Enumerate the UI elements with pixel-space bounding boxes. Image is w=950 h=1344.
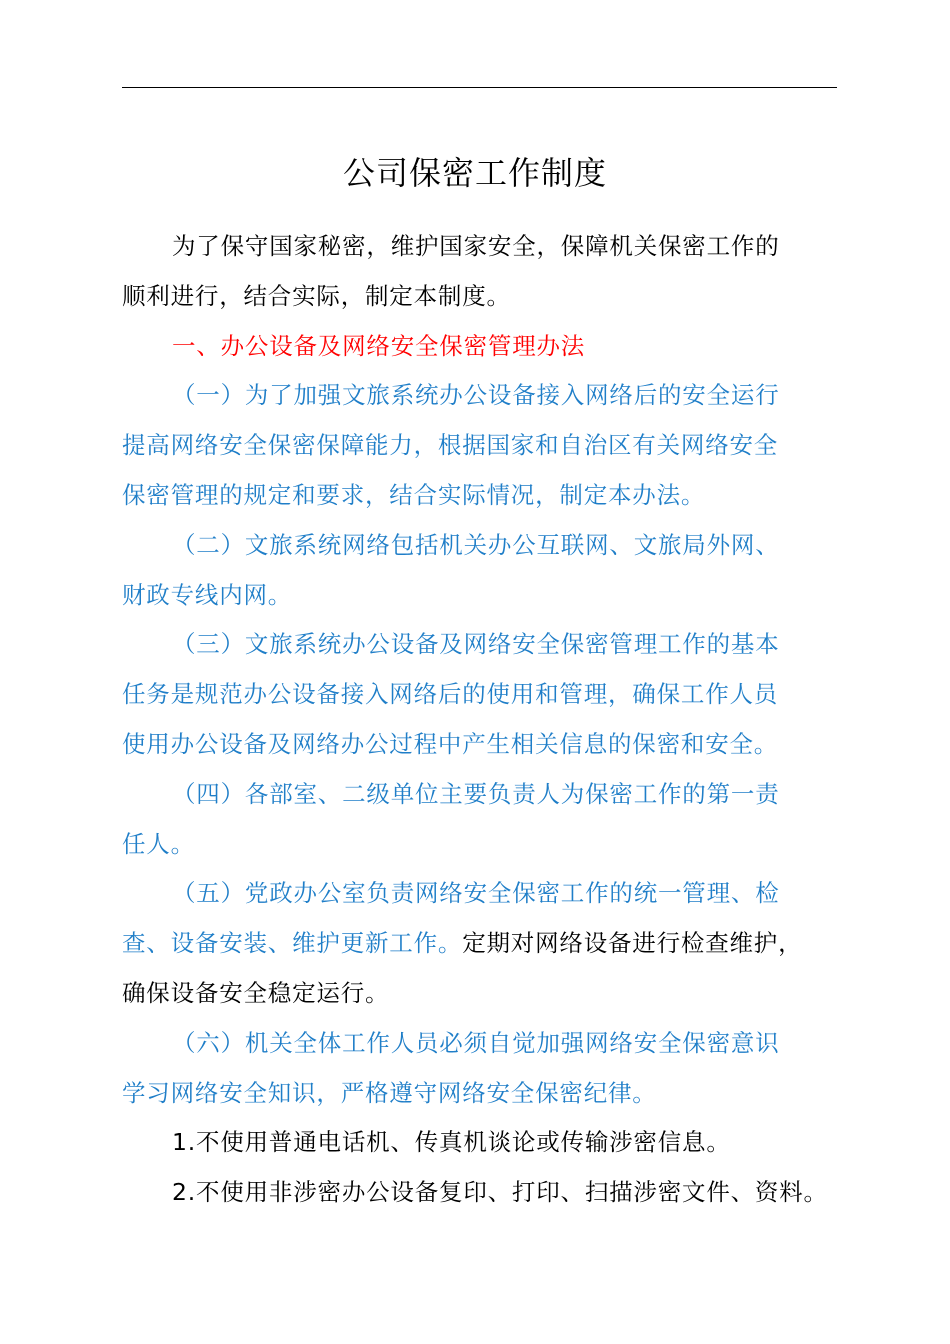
item-4-line-2: 任人。 <box>122 829 195 858</box>
item-2-line-2: 财政专线内网。 <box>122 580 293 609</box>
item-6-line-2: 学习网络安全知识，严格遵守网络安全保密纪律。 <box>122 1078 657 1107</box>
document-title: 公司保密工作制度 <box>342 154 607 192</box>
item-2-line-1: （二）文旅系统网络包括机关办公互联网、文旅局外网、 <box>172 530 780 559</box>
item-4-line-1: （四）各部室、二级单位主要负责人为保密工作的第一责 <box>172 779 780 808</box>
item-5-line-3: 确保设备安全稳定运行。 <box>122 978 390 1007</box>
item-5-line-2 <box>122 919 838 969</box>
item-5-line-2-blue: 查、设备安装、维护更新工作。 <box>122 929 463 958</box>
item-1-line-2: 提高网络安全保密保障能力，根据国家和自治区有关网络安全 <box>122 431 779 460</box>
item-5-line-1: （五）党政办公室负责网络安全保密工作的统一管理、检 <box>172 879 780 908</box>
document-body <box>122 222 838 1218</box>
item-5-line-2-black: 定期对网络设备进行检查维护， <box>462 929 803 958</box>
rule-2: 2.不使用非涉密办公设备复印、打印、扫描涉密文件、资料。 <box>172 1178 828 1207</box>
item-1-line-3: 保密管理的规定和要求，结合实际情况，制定本办法。 <box>122 480 706 509</box>
intro-line-2: 顺利进行，结合实际，制定本制度。 <box>122 281 511 310</box>
item-3-line-3: 使用办公设备及网络办公过程中产生相关信息的保密和安全。 <box>122 729 779 758</box>
section-heading: 一、办公设备及网络安全保密管理办法 <box>172 331 586 360</box>
intro-line-1: 为了保守国家秘密，维护国家安全，保障机关保密工作的 <box>172 232 780 260</box>
header-rule <box>122 87 837 88</box>
item-6-line-1: （六）机关全体工作人员必须自觉加强网络安全保密意识 <box>172 1028 780 1057</box>
item-3-line-2: 任务是规范办公设备接入网络后的使用和管理，确保工作人员 <box>122 680 779 709</box>
item-3-line-1: （三）文旅系统办公设备及网络安全保密管理工作的基本 <box>172 630 780 659</box>
item-1-line-1: （一）为了加强文旅系统办公设备接入网络后的安全运行 <box>172 381 780 410</box>
rule-1: 1.不使用普通电话机、传真机谈论或传输涉密信息。 <box>172 1128 731 1157</box>
